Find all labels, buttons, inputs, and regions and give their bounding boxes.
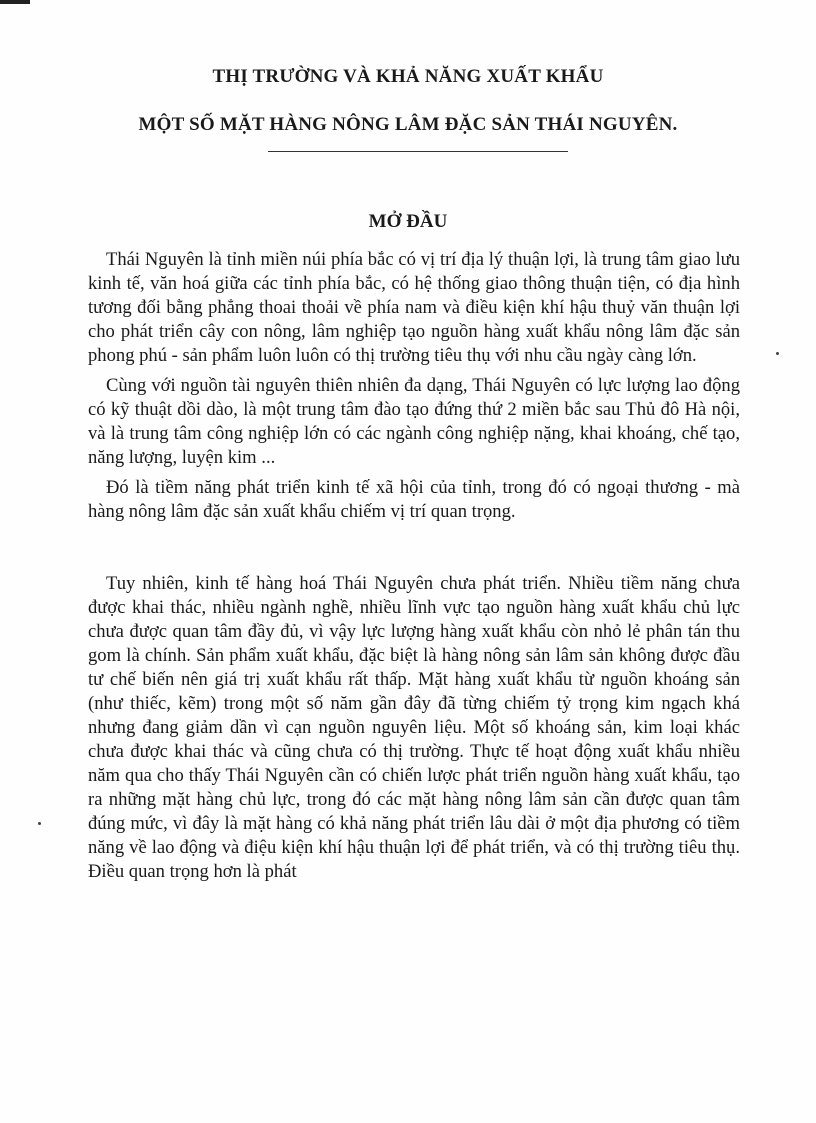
scan-corner-mark	[0, 0, 30, 4]
paragraph-1: Thái Nguyên là tỉnh miền núi phía bắc có vị trí địa lý thuận lợi, là trung tâm giao lưu kinh tế, văn hoá giữa các tỉnh phía bắc, có hệ thống giao thông thuận tiện, có địa hình tương đối bằng phẳng thoai thoải về phía nam và điều kiện khí hậu thuỷ văn thuận lợi cho phát triển cây con nông, lâm nghiệp tạo nguồn hàng xuất khẩu nông lâm đặc sản phong phú - sản phẩm luôn luôn có thị trường tiêu thụ với nhu cầu ngày càng lớn.	[88, 249, 740, 366]
paragraph-2: Cùng với nguồn tài nguyên thiên nhiên đa dạng, Thái Nguyên có lực lượng lao động có kỹ thuật dồi dào, là một trung tâm đào tạo đứng thứ 2 miền bắc sau Thủ đô Hà nội, và là trung tâm công nghiệp lớn có các ngành công nghiệp nặng, khai khoáng, chế tạo, năng lượng, luyện kim ...	[88, 375, 740, 468]
document-title-line-1: THỊ TRƯỜNG VÀ KHẢ NĂNG XUẤT KHẨU	[212, 66, 604, 87]
scan-speck	[776, 352, 779, 355]
document-body	[88, 248, 740, 884]
section-heading: MỞ ĐẦU	[368, 211, 448, 232]
paragraph-4: Tuy nhiên, kinh tế hàng hoá Thái Nguyên chưa phát triển. Nhiều tiềm năng chưa được khai thác, nhiều ngành nghề, nhiều lĩnh vực tạo nguồn hàng xuất khẩu chủ lực chưa được quan tâm đầy đủ, vì vậy lực lượng hàng xuất khẩu còn nhỏ lẻ phân tán thu gom là chính. Sản phẩm xuất khẩu, đặc biệt là hàng nông sản lâm sản không được đầu tư chế biến nên giá trị xuất khẩu rất thấp. Mặt hàng xuất khẩu từ nguồn khoáng sản (như thiếc, kẽm) trong một số năm gần đây đã từng chiếm tỷ trọng kim ngạch khá nhưng đang giảm dần vì cạn nguồn nguyên liệu. Một số khoáng sản, kim loại khác chưa được khai thác và cũng chưa có thị trường. Thực tế hoạt động xuất khẩu nhiều năm qua cho thấy Thái Nguyên cần có chiến lược phát triển nguồn hàng xuất khẩu, tạo ra những mặt hàng chủ lực, trong đó các mặt hàng nông lâm sản cần được quan tâm đúng mức, vì đây là mặt hàng có khả năng phát triển lâu dài ở một địa phương có tiềm năng về lao động và điệu kiện khí hậu thuận lợi để phát triển, và có thị trường tiêu thụ. Điều quan trọng hơn là phát	[88, 573, 740, 882]
scan-speck	[38, 822, 41, 825]
document-title-line-2: MỘT SỐ MẶT HÀNG NÔNG LÂM ĐẶC SẢN THÁI NGUYÊN.	[138, 114, 678, 135]
paragraph-3: Đó là tiềm năng phát triển kinh tế xã hội của tỉnh, trong đó có ngoại thương - mà hàng nông lâm đặc sản xuất khẩu chiếm vị trí quan trọng.	[88, 477, 740, 522]
title-divider	[268, 151, 568, 152]
